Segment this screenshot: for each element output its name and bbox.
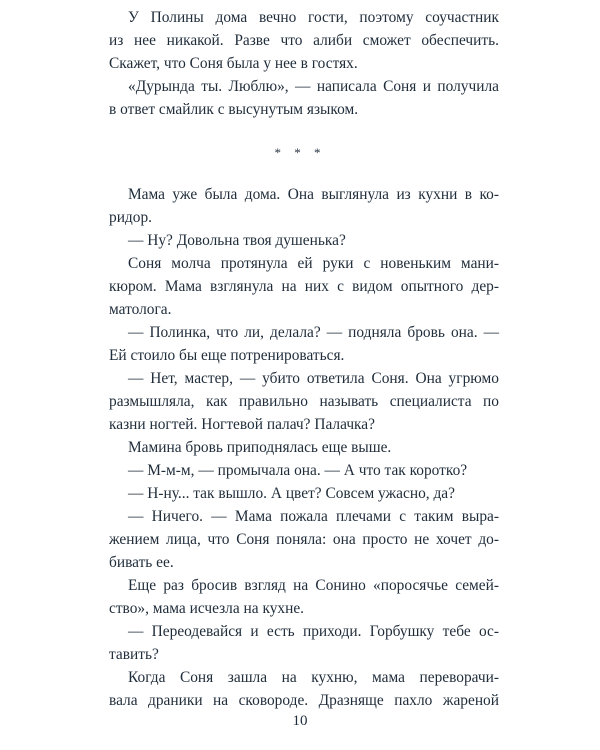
text-line: ридор. (109, 209, 153, 226)
text-block-top (109, 6, 499, 121)
text-line: казни ногтей. Ногтевой палач? Палачка? (109, 416, 375, 433)
text-line: У Полины дома вечно гости, поэтому соучастник (128, 9, 499, 26)
text-line: вала драники на сковороде. Дразняще пахло жареной (109, 692, 499, 709)
text-line: Когда Соня зашла на кухню, мама переворачи- (128, 669, 499, 686)
text-line: «Дурында ты. Люблю», — написала Соня и получила (128, 78, 499, 95)
text-line: из нее никакой. Разве что алиби сможет обеспечить. (109, 32, 499, 49)
text-line: Мама уже была дома. Она выглянула из кухни в ко- (128, 186, 499, 203)
text-line: — Переодевайся и есть приходи. Горбушку тебе ос- (128, 623, 499, 640)
section-separator: * * * (274, 145, 326, 160)
text-line: матолога. (109, 301, 172, 318)
text-line: размышляла, как правильно называть специалиста по (109, 393, 499, 410)
text-line: жением лица, что Соня поняла: она просто не хочет до- (109, 531, 499, 548)
text-line: — Н-ну... так вышло. А цвет? Совсем ужасно, да? (128, 485, 455, 502)
text-line: — Ничего. — Мама пожала плечами с таким выра- (128, 508, 499, 525)
text-line: — Полинка, что ли, делала? — подняла бровь она. — (128, 324, 499, 341)
text-line: кюром. Мама взглянула на них с видом опытного дер- (109, 278, 499, 295)
text-line: — Нет, мастер, — убито ответила Соня. Она угрюмо (128, 370, 499, 387)
text-line: — Ну? Довольна твоя душенька? (128, 232, 346, 249)
text-line: тавить? (109, 646, 159, 663)
text-block-main (109, 183, 499, 712)
text-line: в ответ смайлик с высунутым языком. (109, 101, 359, 118)
text-line: Соня молча протянула ей руки с новеньким мани- (128, 255, 499, 272)
text-line: Мамина бровь приподнялась еще выше. (128, 439, 392, 456)
text-line: Скажет, что Соня была у нее в гостях. (109, 55, 358, 72)
text-line: — М-м-м, — промычала она. — А что так коротко? (128, 462, 468, 479)
text-line: бивать ее. (109, 554, 174, 571)
page-number: 10 (292, 713, 308, 729)
text-line: Ей стоило бы еще потренироваться. (109, 347, 345, 364)
text-line: ство», мама исчезла на кухне. (109, 600, 305, 617)
text-line: Еще раз бросив взгляд на Сонино «поросячье семей- (128, 577, 499, 594)
